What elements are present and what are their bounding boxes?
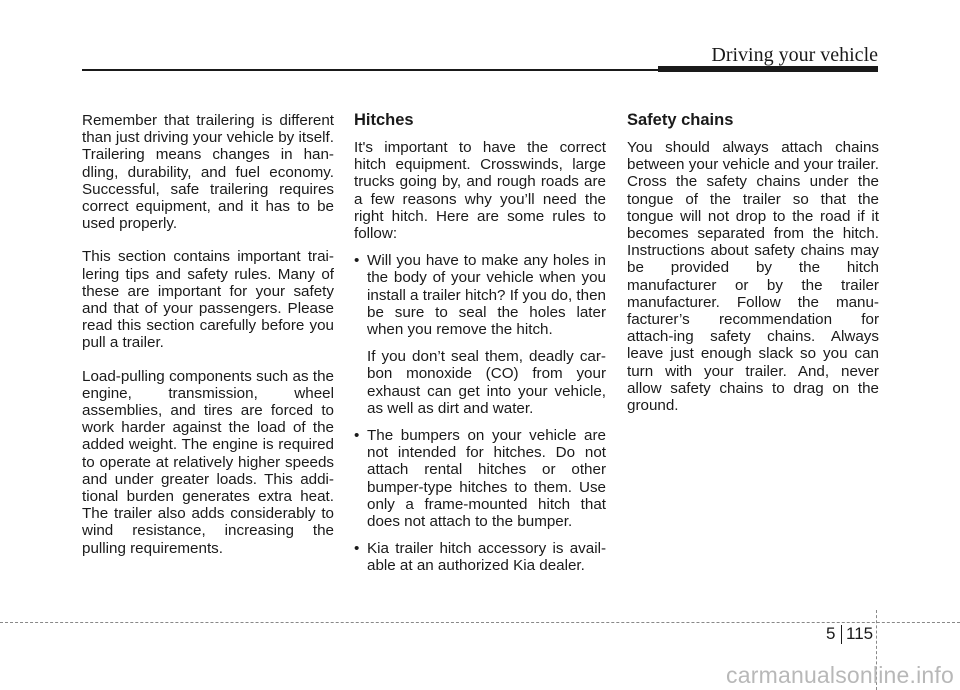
page-number: 115 [846, 624, 874, 643]
list-item-text: Will you have to make any holes in the body of your vehicle when you install a trailer hitch? If you do, then be sure to seal the holes later when you remove the hitch. [367, 252, 606, 339]
header-rule [82, 69, 662, 71]
list-item [354, 540, 606, 574]
header-rule-accent [658, 66, 878, 72]
list-item [354, 427, 606, 530]
hitches-intro: It's important to have the correct hitch equipment. Crosswinds, large trucks going by, and rough roads are a few reasons why you’ll need the right hitch. Here are some rules to follow: [354, 139, 606, 243]
list-item [354, 252, 606, 417]
intro-paragraph-1: Remember that trailering is different than just driving your vehicle by itself. Trailering means changes in han-dling, durability, and fuel economy. Successful, safe trailering requires correct equipment, and it has to be used properly. [82, 112, 334, 233]
column-safety-chains [627, 110, 879, 430]
footer-dashed-rule [0, 622, 960, 623]
safety-chains-heading: Safety chains [627, 111, 734, 129]
bullet-icon: • [354, 427, 360, 445]
bullet-icon: • [354, 252, 360, 270]
running-header-title: Driving your vehicle [711, 44, 878, 66]
hitches-list [354, 252, 606, 574]
list-item-text: Kia trailer hitch accessory is avail-able at an authorized Kia dealer. [367, 540, 606, 575]
bullet-icon: • [354, 540, 360, 558]
list-item-subtext: If you don’t seal them, deadly car-bon monoxide (CO) from your exhaust can get into your vehicle, as well as dirt and water. [367, 348, 606, 417]
intro-paragraph-2: This section contains important trai-lering tips and safety rules. Many of these are important for your safety and that of your passengers. Please read this section carefully before you pull a trailer. [82, 248, 334, 352]
page-number-separator [841, 625, 842, 644]
safety-chains-body: You should always attach chains between your vehicle and your trailer. Cross the safety chains under the tongue of the trailer so that the tongue will not drop to the road if it becomes separated from the hitch. Instructions about safety chains may be provided by the hitch manufacturer or by the trailer manufacturer. Follow the manu-facturer’s recommendation for attach-ing safety chains. Always leave just enough slack so you can turn with your trailer. And, never allow safety chains to drag on the ground. [627, 139, 879, 415]
hitches-heading: Hitches [354, 111, 414, 129]
chapter-number: 5 [826, 624, 836, 643]
list-item-text: The bumpers on your vehicle are not intended for hitches. Do not attach rental hitches or other bumper-type hitches to them. Use only a frame-mounted hitch that does not attach to the bumper. [367, 427, 606, 531]
column-intro [82, 112, 334, 573]
intro-paragraph-3: Load-pulling components such as the engine, transmission, wheel assemblies, and tires are forced to work harder against the load of the added weight. The engine is required to operate at relatively higher speeds and under greater loads. This addi-tional burden generates extra heat. The trailer also adds considerably to wind resistance, increasing the pulling requirements. [82, 367, 334, 557]
column-hitches [354, 110, 606, 585]
watermark-text: carmanualsonline.info [726, 662, 954, 688]
